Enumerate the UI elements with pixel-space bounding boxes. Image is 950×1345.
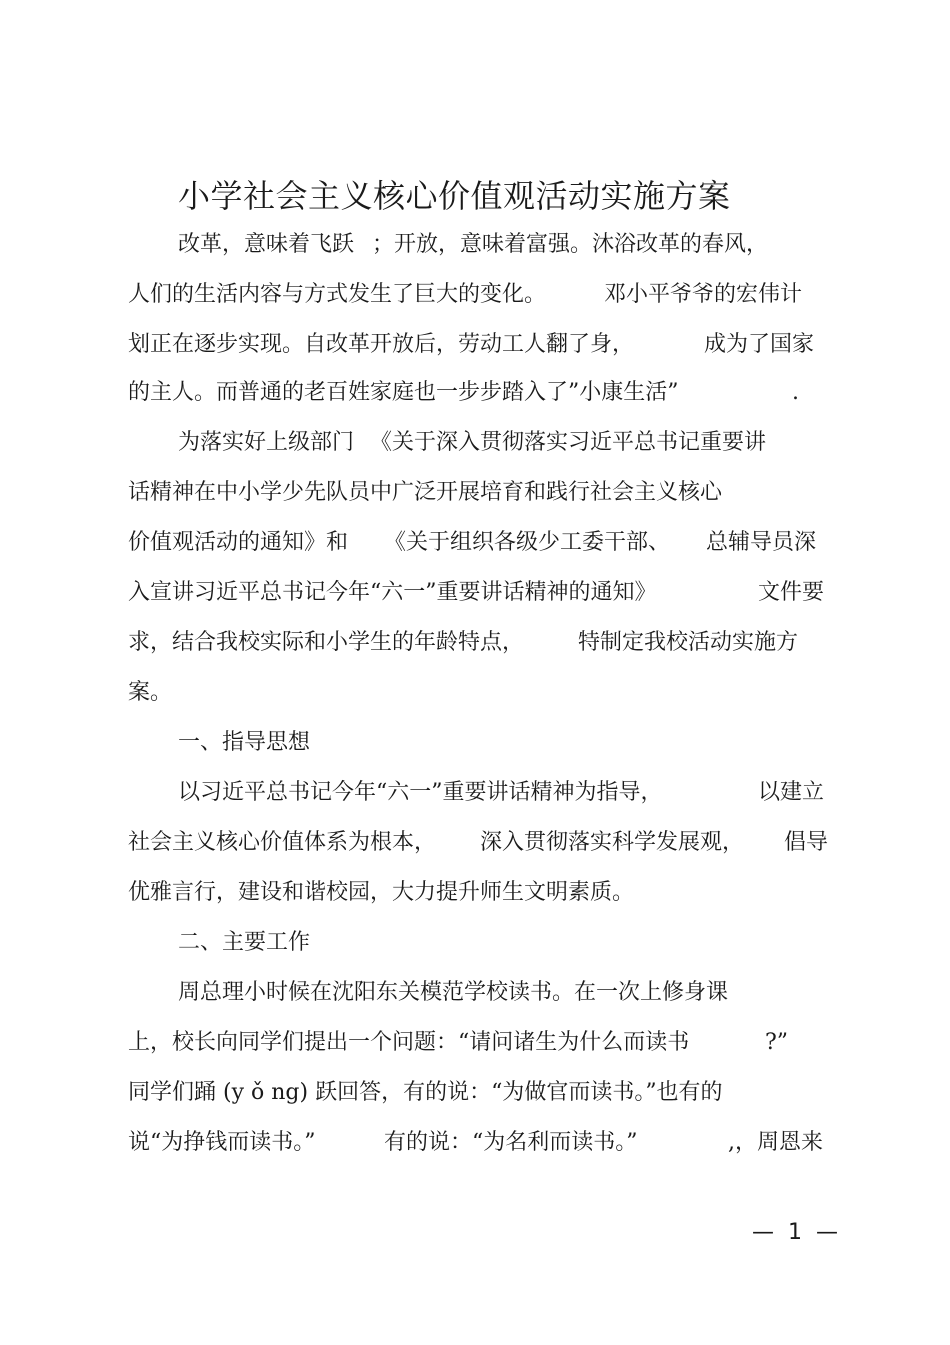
text-segment: 有的说：“为名利而读书。”: [384, 1130, 638, 1155]
text-segment: 价值观活动的通知》和: [128, 530, 349, 555]
text-segment: 深入贯彻落实科学发展观，: [480, 830, 745, 855]
text-segment: 案。: [128, 680, 173, 705]
text-segment: 为落实好上级部门: [178, 430, 355, 455]
text-segment: 《关于深入贯彻落实习近平总书记重要讲: [370, 430, 767, 455]
text-segment: 入宣讲习近平总书记今年“六一”重要讲话精神的通知》: [128, 580, 657, 605]
text-segment: ?”: [765, 1030, 789, 1055]
text-segment: 人们的生活内容与方式发生了巨大的变化。: [128, 282, 547, 307]
text-segment: 成为了国家: [704, 332, 815, 357]
text-segment: 社会主义核心价值体系为根本，: [128, 830, 437, 855]
text-segment: 一、指导思想: [178, 730, 311, 755]
text-segment: 总辅导员深: [706, 530, 817, 555]
text-segment: 文件要: [758, 580, 825, 605]
text-segment: 求，结合我校实际和小学生的年龄特点，: [128, 630, 525, 655]
text-segment: 说“为挣钱而读书。”: [128, 1130, 316, 1155]
text-segment: ；开放，意味着富强。沐浴改革的春风，: [372, 232, 769, 257]
text-segment: 以习近平总书记今年“六一”重要讲话精神为指导，: [178, 780, 663, 805]
text-segment: 《关于组织各级少工委干部、: [384, 530, 671, 555]
text-segment: .: [792, 380, 799, 405]
text-segment: 邓小平爷爷的宏伟计: [604, 282, 803, 307]
text-segment: 特制定我校活动实施方: [578, 630, 799, 655]
text-segment: 倡导: [784, 830, 829, 855]
text-segment: 划正在逐步实现。自改革开放后，劳动工人翻了身，: [128, 332, 635, 357]
text-segment: 同学们踊 (y ǒ ng) 跃回答，有的说：“为做官而读书。”也有的: [128, 1080, 723, 1105]
text-segment: 优雅言行，建设和谐校园，大力提升师生文明素质。: [128, 880, 635, 905]
text-segment: 话精神在中小学少先队员中广泛开展培育和践行社会主义核心: [128, 480, 723, 505]
page-number: — 1 —: [752, 1220, 838, 1245]
text-segment: 上，校长向同学们提出一个问题：“请问诸生为什么而读书: [128, 1030, 690, 1055]
document-title: 小学社会主义核心价值观活动实施方案: [178, 177, 731, 215]
text-segment: 的主人。而普通的老百姓家庭也一步步踏入了”小康生活”: [128, 380, 679, 405]
text-segment: 以建立: [758, 780, 825, 805]
text-segment: 改革，意味着飞跃: [178, 232, 355, 257]
text-segment: 周总理小时候在沈阳东关模范学校读书。在一次上修身课: [178, 980, 729, 1005]
text-segment: ,，周恩来: [728, 1130, 823, 1155]
text-segment: 二、主要工作: [178, 930, 311, 955]
